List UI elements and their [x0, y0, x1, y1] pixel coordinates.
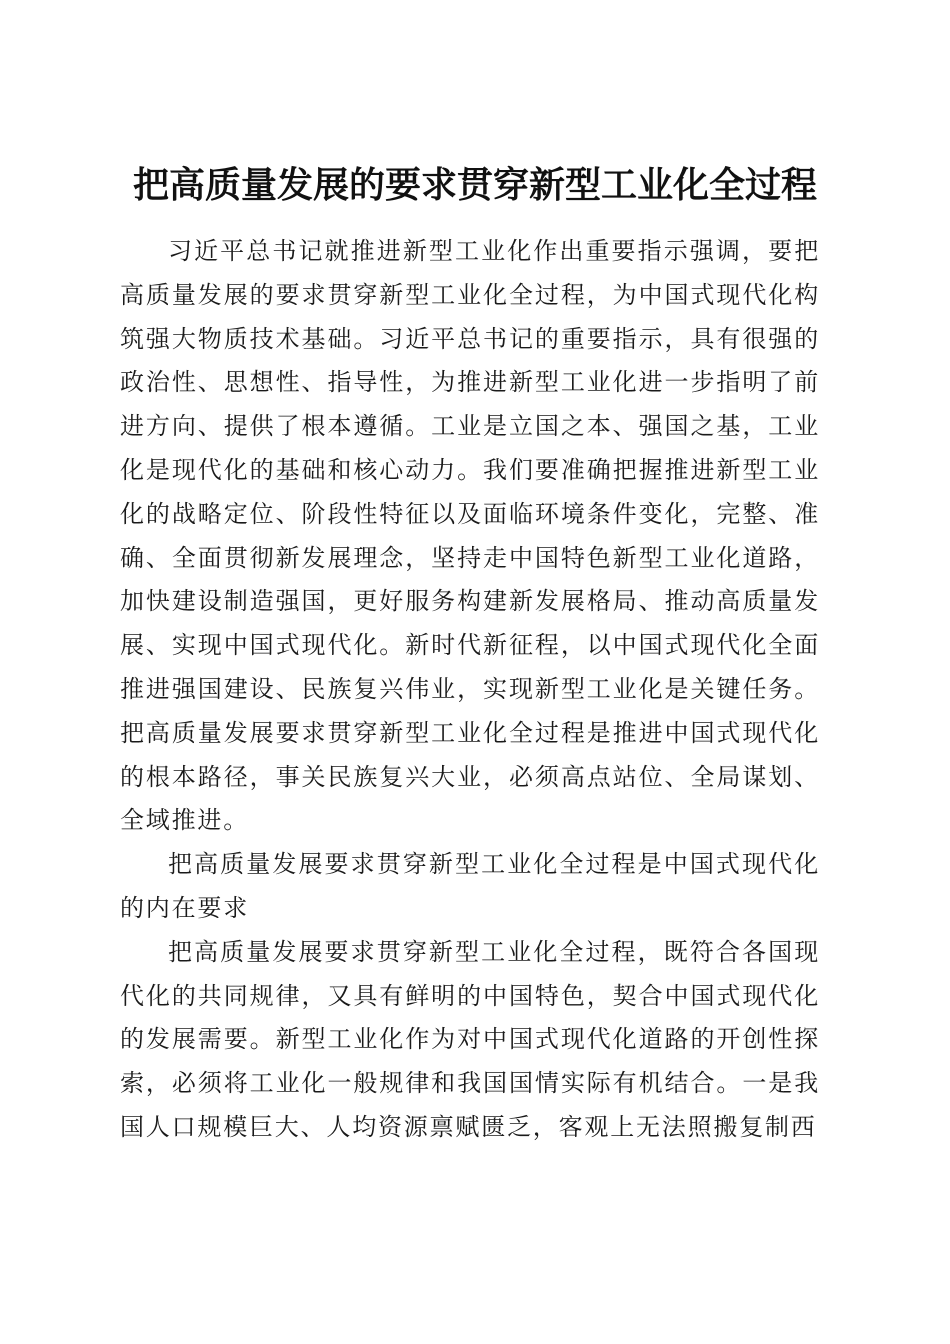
paragraph-section-body: 把高质量发展要求贯穿新型工业化全过程，既符合各国现代化的共同规律，又具有鲜明的中国特色，契合中国式现代化的发展需要。新型工业化作为对中国式现代化道路的开创性探索，必须将工业化一般规律和我国国情实际有机结合。一是我国人口规模巨大、人均资源禀赋匮乏，客观上无法照搬复制西 — [120, 937, 820, 1141]
section-heading: 把高质量发展要求贯穿新型工业化全过程是中国式现代化的内在要求 — [120, 850, 820, 922]
paragraph-intro: 习近平总书记就推进新型工业化作出重要指示强调，要把高质量发展的要求贯穿新型工业化全过程，为中国式现代化构筑强大物质技术基础。习近平总书记的重要指示，具有很强的政治性、思想性、指导性，为推进新型工业化进一步指明了前进方向、提供了根本遵循。工业是立国之本、强国之基，工业化是现代化的基础和核心动力。我们要准确把握推进新型工业化的战略定位、阶段性特征以及面临环境条件变化，完整、准确、全面贯彻新发展理念，坚持走中国特色新型工业化道路，加快建设制造强国，更好服务构建新发展格局、推动高质量发展、实现中国式现代化。新时代新征程，以中国式现代化全面推进强国建设、民族复兴伟业，实现新型工业化是关键任务。把高质量发展要求贯穿新型工业化全过程是推进中国式现代化的根本路径，事关民族复兴大业，必须高点站位、全局谋划、全域推进。 — [120, 237, 820, 835]
document-title: 把高质量发展的要求贯穿新型工业化全过程 — [132, 164, 817, 207]
document-body — [120, 230, 820, 1150]
